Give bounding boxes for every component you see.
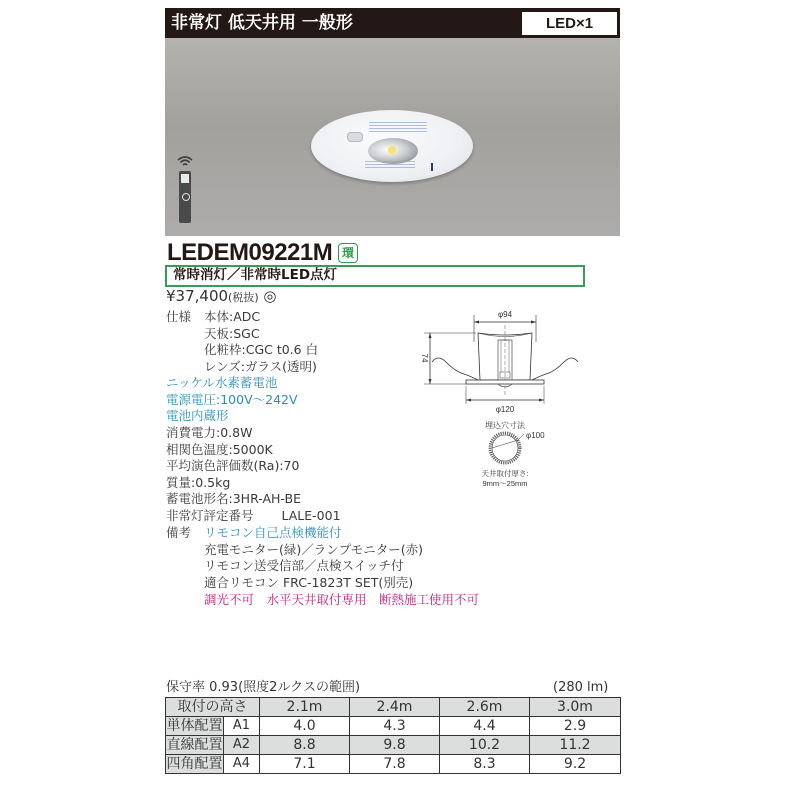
arrow-icon (431, 163, 433, 171)
certification-number (166, 508, 341, 525)
flange-width-label: φ120 (495, 405, 515, 414)
cell-value: 10.2 (440, 736, 530, 755)
header-height: 2.4m (350, 698, 440, 717)
page-title: 非常灯 低天井用 一般形 (171, 13, 353, 33)
cell-value: 8.3 (440, 755, 530, 774)
spec-body: 本体:ADC (204, 309, 261, 324)
emergency-light-fixture (311, 110, 473, 182)
wireless-signal-icon (177, 155, 193, 167)
cell-value: 8.8 (260, 736, 350, 755)
height-label: 74 (420, 353, 429, 363)
remark-receiver: リモコン送受信部／点検スイッチ付 (204, 558, 404, 573)
row-label: 単体配置 (166, 718, 223, 734)
cutout-diameter-label: φ100 (526, 431, 545, 440)
remote-control-icon (179, 171, 191, 223)
spec-row (166, 309, 260, 326)
cert-label: 非常灯評定番号 (166, 508, 254, 523)
power-consumption: 消費電力:0.8W (166, 425, 253, 440)
row-code: A4 (224, 755, 260, 774)
battery-builtin: 電池内蔵形 (166, 408, 229, 423)
remote-screen (181, 174, 189, 183)
remark-monitor: 充電モニター(緑)／ランプモニター(赤) (204, 542, 424, 557)
cell-value: 2.9 (530, 717, 621, 736)
color-rendering-index: 平均演色評価数(Ra):70 (166, 458, 300, 473)
row-code: A2 (224, 736, 260, 755)
led-count-badge: LED×1 (521, 11, 618, 36)
spec-top-plate: 天板:SGC (204, 326, 260, 341)
supply-voltage: 電源電圧:100V～242V (166, 392, 298, 407)
header-height: 2.6m (440, 698, 530, 717)
led-icon (388, 146, 396, 154)
header-height: 2.1m (260, 698, 350, 717)
fixture-label (369, 122, 427, 134)
row-label: 四角配置 (166, 756, 223, 772)
price (166, 286, 277, 308)
luminous-flux: (280 lm) (553, 680, 609, 695)
remarks-label: 備考 (166, 525, 192, 540)
table-row (166, 717, 621, 736)
remark-remote: 適合リモコン FRC-1823T SET(別売) (204, 575, 414, 590)
spec-frame: 化粧枠:CGC t0.6 白 (204, 342, 319, 357)
cell-value: 4.4 (440, 717, 530, 736)
top-width-label: φ94 (497, 310, 513, 319)
dimension-diagram (410, 300, 595, 505)
row-code: A1 (224, 717, 260, 736)
table-row (166, 755, 621, 774)
spec-lens: レンズ:ガラス(透明) (204, 359, 317, 374)
ceiling-thickness-range: 9mm～25mm (482, 479, 528, 488)
cutout-title: 埋込穴寸法 (485, 421, 525, 430)
header-height: 3.0m (530, 698, 621, 717)
price-value: ¥37,400 (166, 287, 229, 305)
remark-self-check: リモコン自己点検機能付 (204, 525, 342, 540)
installation-warnings: 調光不可 水平天井取付専用 断熱施工使用不可 (204, 592, 480, 607)
lighting-mode: 常時消灯／非常時LED点灯 (173, 267, 338, 283)
ceiling-thickness-label: 天井取付厚さ: (481, 469, 529, 478)
battery-model: 蓄電池形名:3HR-AH-BE (166, 491, 301, 506)
color-temperature: 相関色温度:5000K (166, 442, 273, 457)
battery-type: ニッケル水素蓄電池 (166, 375, 278, 390)
model-number: LEDEM09221M (167, 239, 333, 266)
price-tax-note: (税抜) (228, 291, 259, 304)
illumination-table (165, 697, 621, 774)
cell-value: 9.8 (350, 736, 440, 755)
cell-value: 11.2 (530, 736, 621, 755)
table-header-row (166, 698, 621, 717)
table-row (166, 736, 621, 755)
eco-mark-icon: 環 (338, 243, 358, 263)
remarks-row (166, 525, 342, 542)
spec-label: 仕様 (166, 309, 192, 324)
price-mark: ◎ (263, 287, 277, 305)
fixture-label-bottom (365, 161, 415, 169)
cell-value: 4.0 (260, 717, 350, 736)
cert-value: LALE-001 (281, 508, 341, 523)
remote-dpad (182, 193, 190, 201)
product-photo (165, 38, 620, 236)
cell-value: 7.8 (350, 755, 440, 774)
fixture-sensor (347, 132, 363, 142)
table-caption: 保守率 0.93(照度2ルクスの範囲) (166, 680, 361, 695)
header-height-label: 取付の高さ (166, 698, 260, 717)
mass: 質量:0.5kg (166, 475, 231, 490)
cell-value: 7.1 (260, 755, 350, 774)
row-label: 直線配置 (166, 737, 223, 753)
cell-value: 4.3 (350, 717, 440, 736)
cell-value: 9.2 (530, 755, 621, 774)
